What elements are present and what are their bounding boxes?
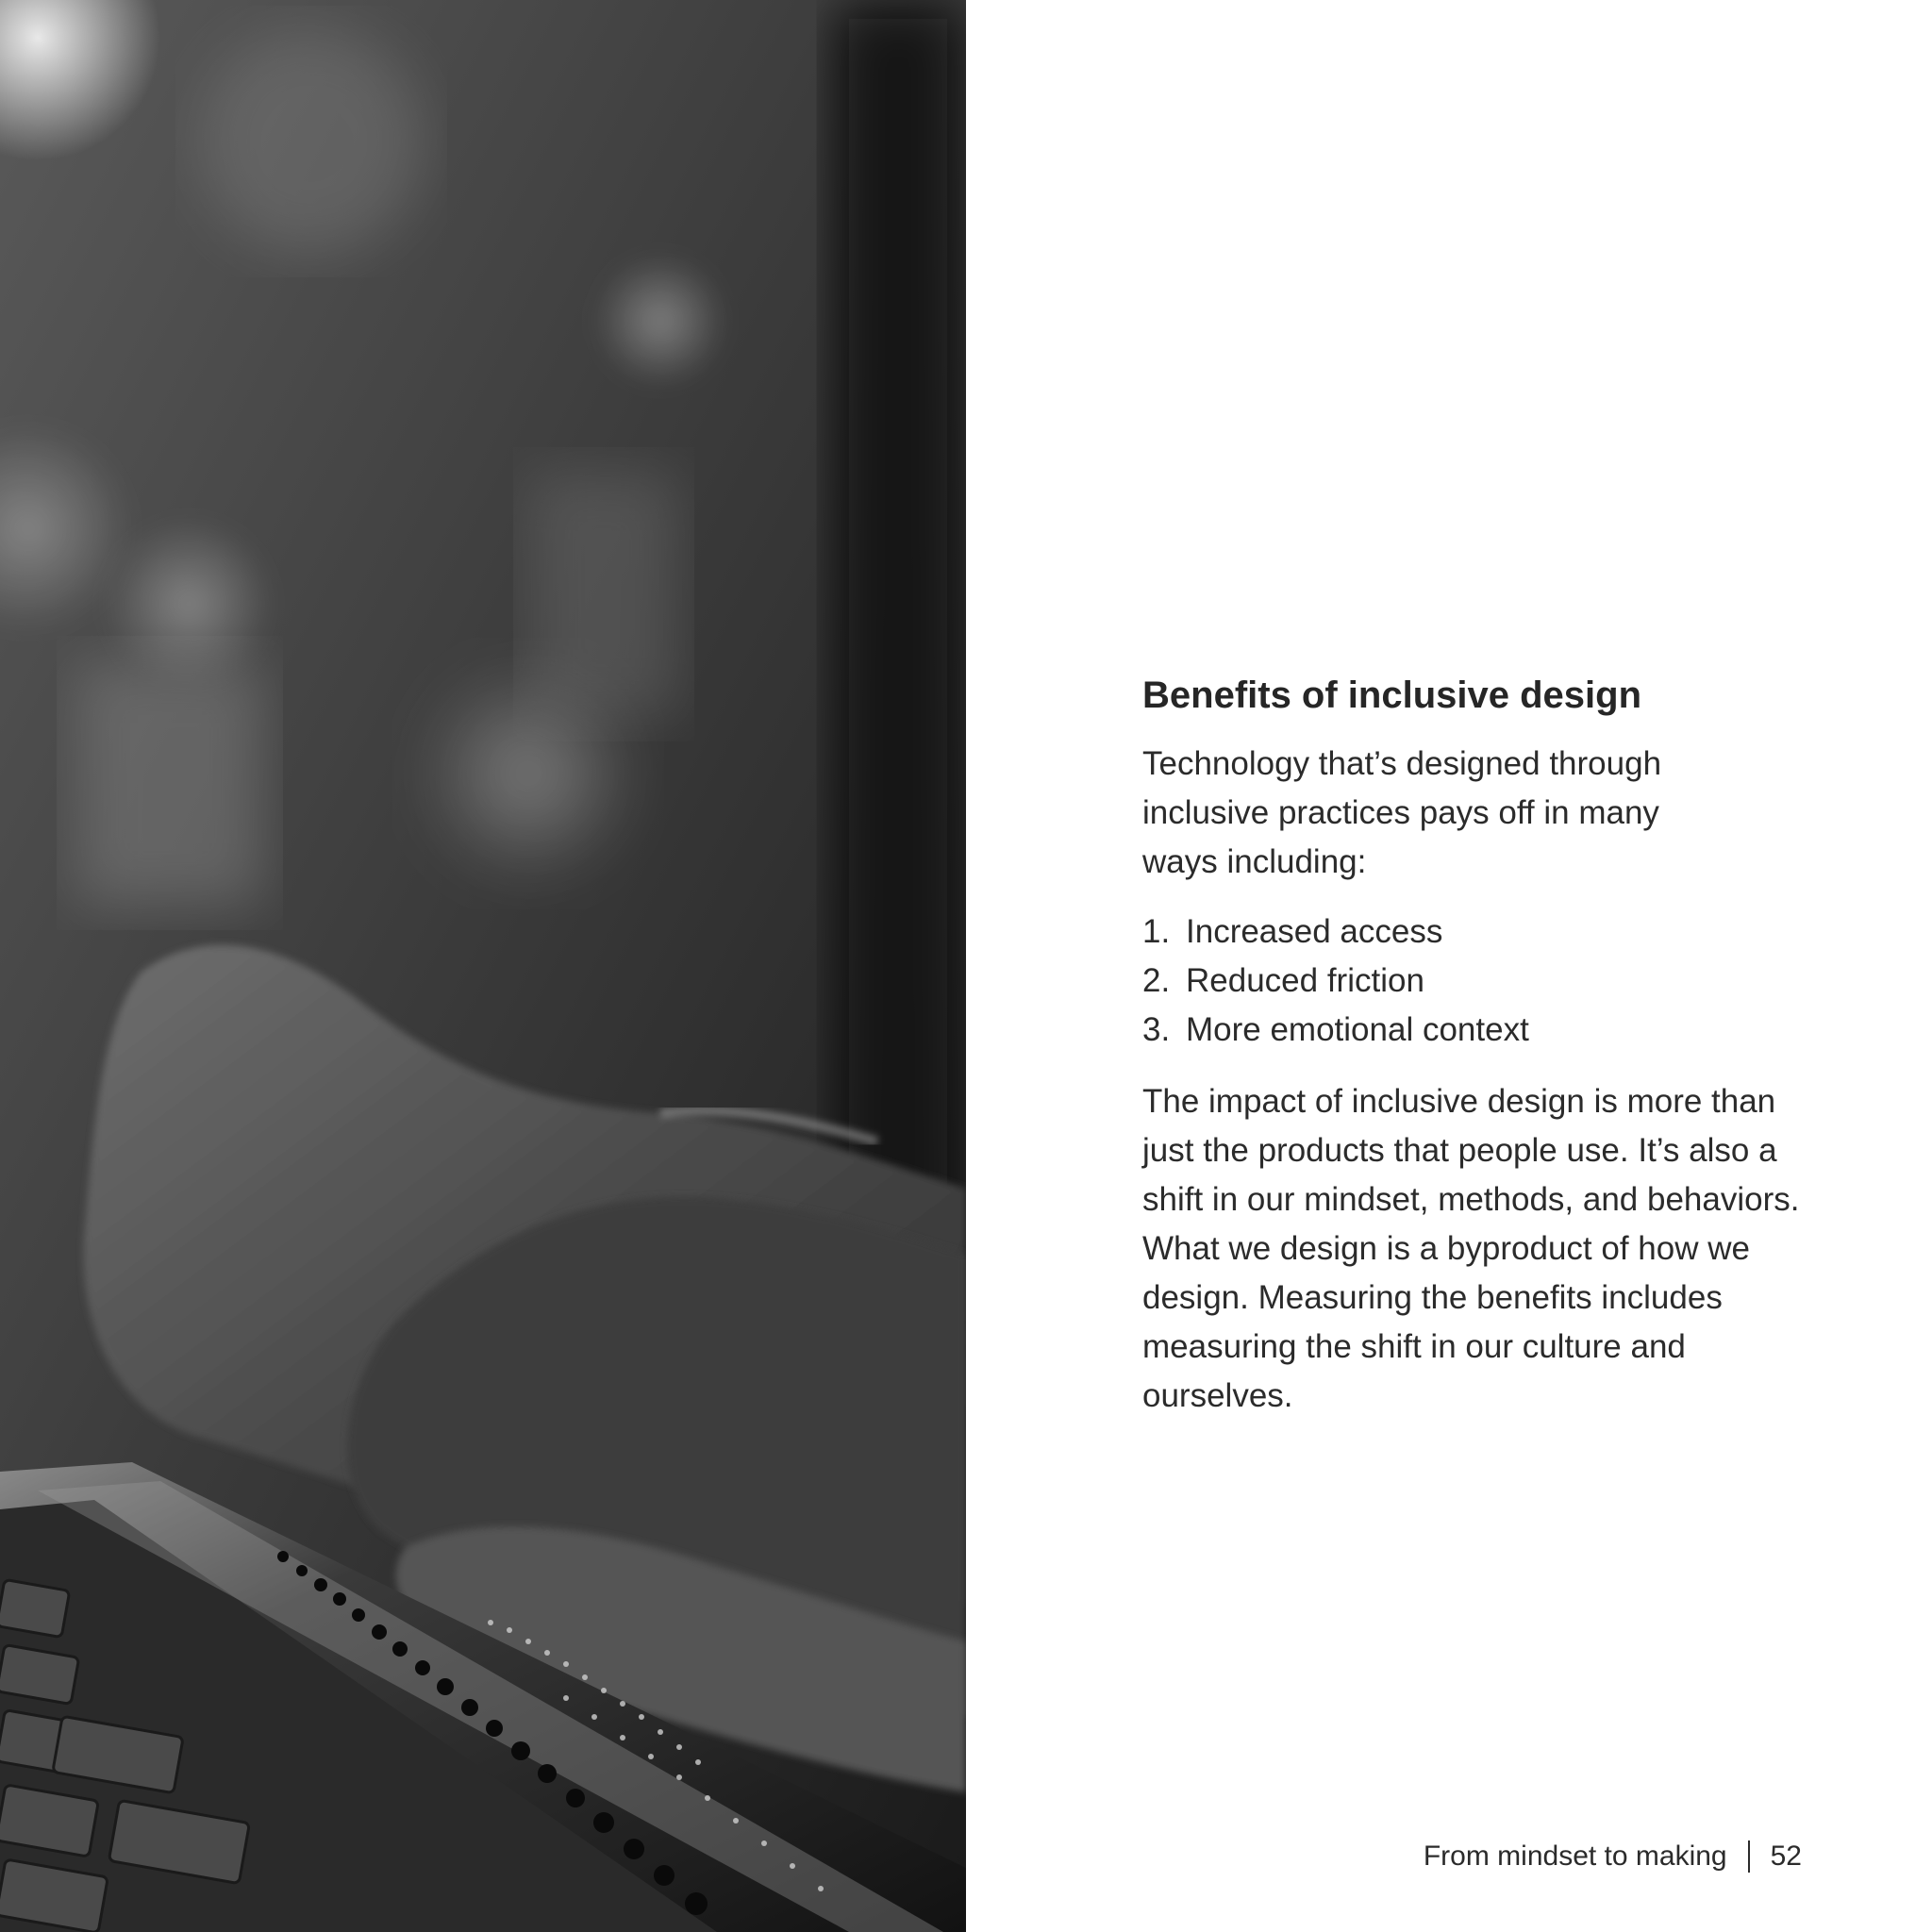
page-number: 52 bbox=[1770, 1840, 1802, 1872]
intro-paragraph: Technology that’s designed through inclusive practices pays off in many ways including: bbox=[1142, 745, 1662, 880]
section-heading: Benefits of inclusive design bbox=[1142, 675, 1642, 716]
list-item-label: More emotional context bbox=[1186, 1011, 1529, 1048]
list-item-label: Reduced friction bbox=[1186, 962, 1424, 999]
list-item bbox=[1142, 957, 1803, 1006]
list-item-label: Increased access bbox=[1186, 913, 1443, 950]
footer-divider bbox=[1748, 1840, 1750, 1873]
closing-paragraph: The impact of inclusive design is more than just the products that people use. It’s also a shift in our mindset, methods, and behaviors. What we design is a byproduct of how we design. Measuring the benefits includes measuring the shift in our culture and ourselves. bbox=[1142, 1083, 1800, 1414]
page-footer bbox=[1424, 1838, 1802, 1875]
list-item-number: 1. bbox=[1142, 913, 1171, 950]
list-item-number: 2. bbox=[1142, 962, 1171, 999]
benefits-list bbox=[1142, 908, 1803, 1055]
list-item-number: 3. bbox=[1142, 1011, 1171, 1048]
footer-section-title: From mindset to making bbox=[1423, 1840, 1727, 1872]
list-item bbox=[1142, 1006, 1803, 1055]
list-item bbox=[1142, 908, 1803, 957]
article bbox=[1142, 670, 1803, 1421]
